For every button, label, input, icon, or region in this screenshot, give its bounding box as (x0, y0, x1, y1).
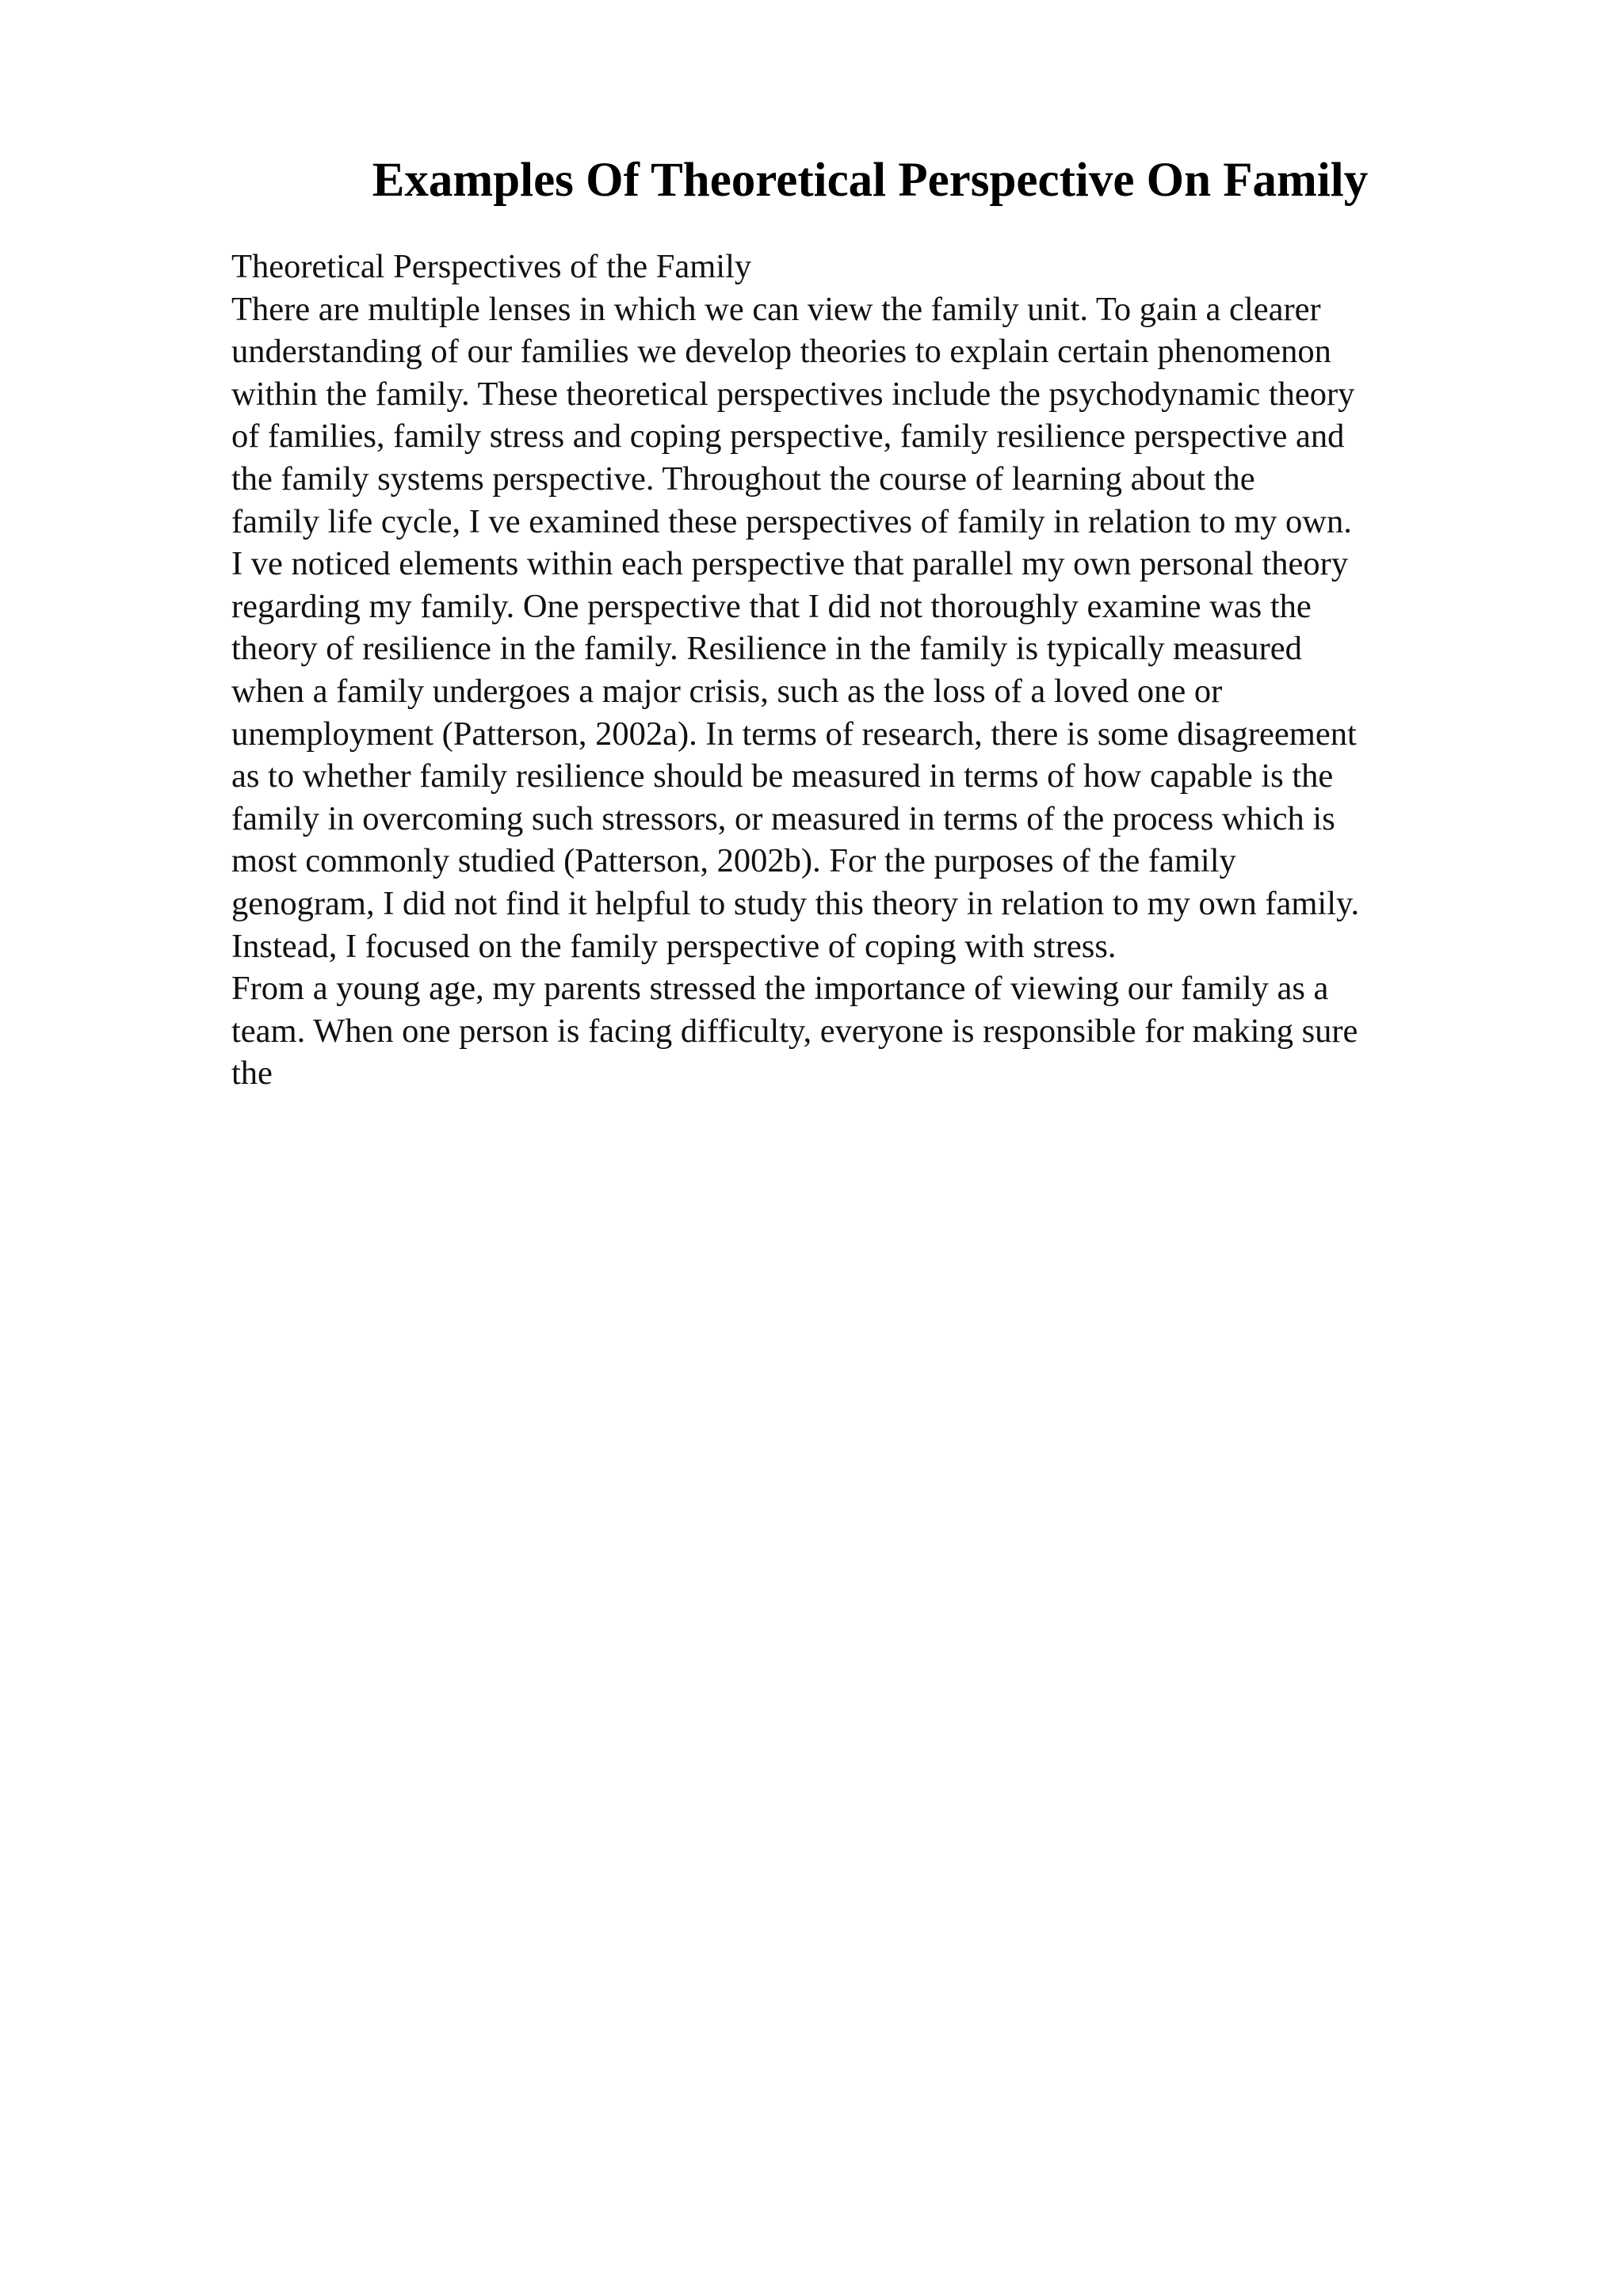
text-line: There are multiple lenses in which we can view the family unit. To gain a clearer (231, 290, 1321, 328)
text-line: the family systems perspective. Throughout the course of learning about the (231, 460, 1255, 498)
text-line: understanding of our families we develop theories to explain certain phenomenon (231, 333, 1331, 371)
text-line: the (231, 1055, 273, 1093)
document-body (231, 246, 1484, 1095)
text-line: most commonly studied (Patterson, 2002b). For the purposes of the family (231, 842, 1236, 880)
document-title: Examples Of Theoretical Perspective On Family (372, 154, 1369, 207)
text-line: family in overcoming such stressors, or measured in terms of the process which is (231, 799, 1335, 837)
text-line: Instead, I focused on the family perspective of coping with stress. (231, 927, 1117, 965)
text-line: genogram, I did not find it helpful to study this theory in relation to my own family. (231, 884, 1360, 922)
text-line: unemployment (Patterson, 2002a). In terms of research, there is some disagreement (231, 715, 1357, 753)
text-line: From a young age, my parents stressed the importance of viewing our family as a (231, 970, 1329, 1008)
text-line: when a family undergoes a major crisis, such as the loss of a loved one or (231, 672, 1223, 710)
text-line: family life cycle, I ve examined these perspectives of family in relation to my own. (231, 502, 1352, 540)
text-line: team. When one person is facing difficulty, everyone is responsible for making sure (231, 1012, 1358, 1050)
text-line: within the family. These theoretical perspectives include the psychodynamic theory (231, 375, 1355, 413)
text-line: regarding my family. One perspective that I did not thoroughly examine was the (231, 587, 1312, 625)
text-line: theory of resilience in the family. Resilience in the family is typically measured (231, 630, 1302, 668)
text-line: I ve noticed elements within each perspective that parallel my own personal theory (231, 545, 1349, 583)
text-line: Theoretical Perspectives of the Family (231, 248, 752, 285)
text-line: of families, family stress and coping perspective, family resilience perspective and (231, 418, 1345, 456)
text-line: as to whether family resilience should be measured in terms of how capable is the (231, 757, 1334, 795)
